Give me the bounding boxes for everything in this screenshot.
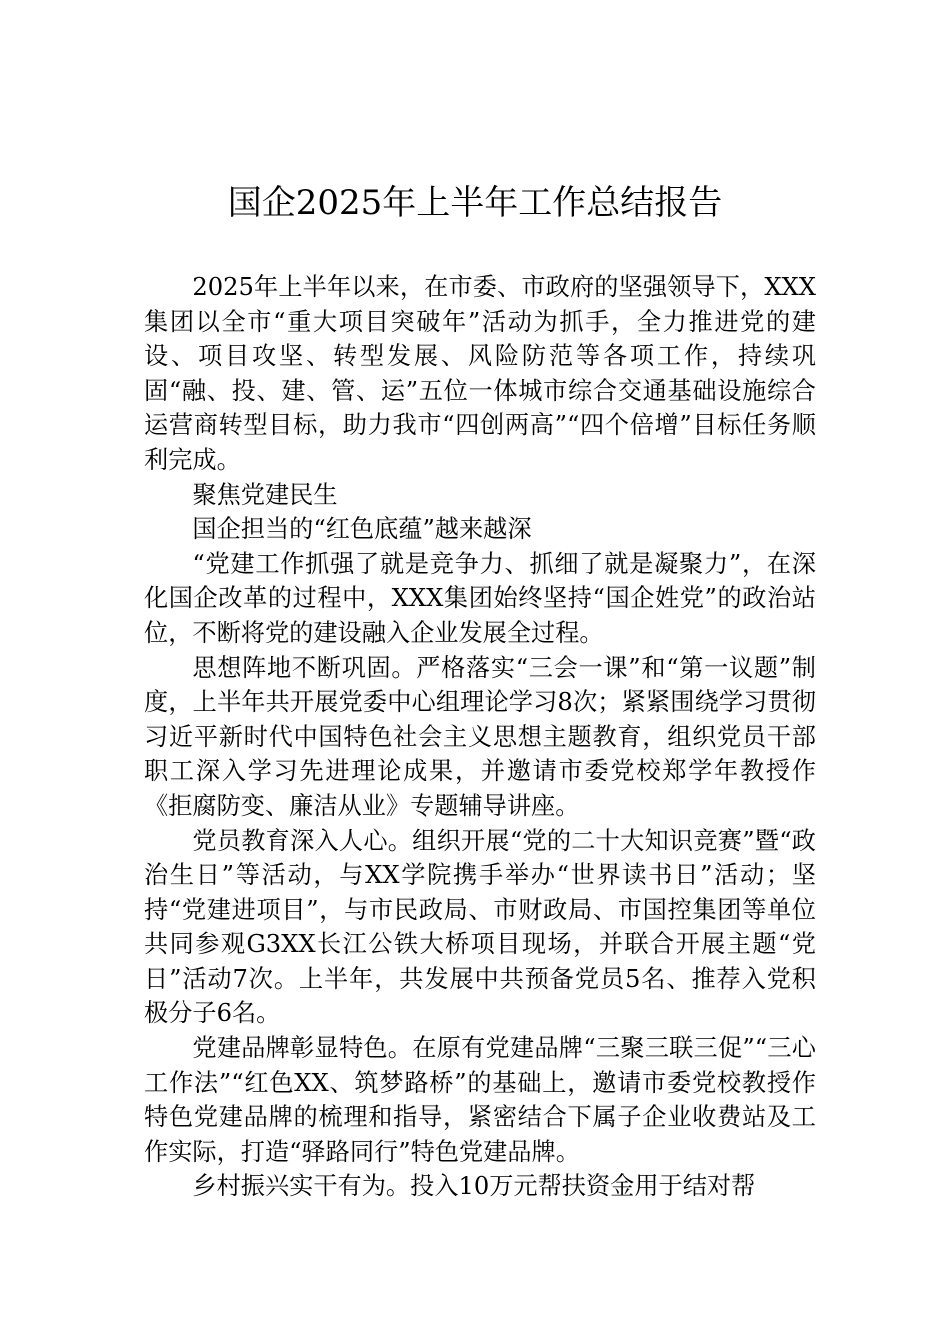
section-heading: 聚焦党建民生: [192, 480, 338, 509]
paragraph-rural-revitalization: 乡村振兴实干有为。投入10万元帮扶资金用于结对帮: [192, 1172, 756, 1201]
paragraph-brand: 党建品牌彰显特色。在原有党建品牌“三聚三联三促”“三心工作法”“红色XX、筑梦路桥”的基础上，邀请市委党校教授作特色党建品牌的梳理和指导，紧密结合下属子企业收费站及工作实际，打造“驿路同行”特色党建品牌。: [144, 1034, 816, 1166]
document-title: 国企2025年上半年工作总结报告: [227, 183, 723, 223]
paragraph-member-education: 党员教育深入人心。组织开展“党的二十大知识竞赛”暨“政治生日”等活动，与XX学院携手举办“世界读书日”活动；坚持“党建进项目”，与市民政局、市财政局、市国控集团等单位共同参观G3XX长江公铁大桥项目现场，并联合开展主题“党日”活动7次。上半年，共发展中共预备党员5名、推荐入党积极分子6名。: [144, 826, 816, 1028]
paragraph-intro: 2025年上半年以来，在市委、市政府的坚强领导下，XXX集团以全市“重大项目突破年”活动为抓手，全力推进党的建设、项目攻坚、转型发展、风险防范等各项工作，持续巩固“融、投、建、管、运”五位一体城市综合交通基础设施综合运营商转型目标，助力我市“四创两高”“四个倍增”目标任务顺利完成。: [144, 273, 816, 474]
paragraph-ideology: 思想阵地不断巩固。严格落实“三会一课”和“第一议题”制度，上半年共开展党委中心组理论学习8次；紧紧围绕学习贯彻习近平新时代中国特色社会主义思想主题教育，组织党员干部职工深入学习先进理论成果，并邀请市委党校郑学年教授作《拒腐防变、廉洁从业》专题辅导讲座。: [144, 653, 816, 820]
section-subheading: 国企担当的“红色底蕴”越来越深: [192, 515, 532, 544]
paragraph-party-building: “党建工作抓强了就是竞争力、抓细了就是凝聚力”，在深化国企改革的过程中，XXX集团始终坚持“国企姓党”的政治站位，不断将党的建设融入企业发展全过程。: [144, 549, 816, 647]
document-body: [144, 270, 816, 1204]
